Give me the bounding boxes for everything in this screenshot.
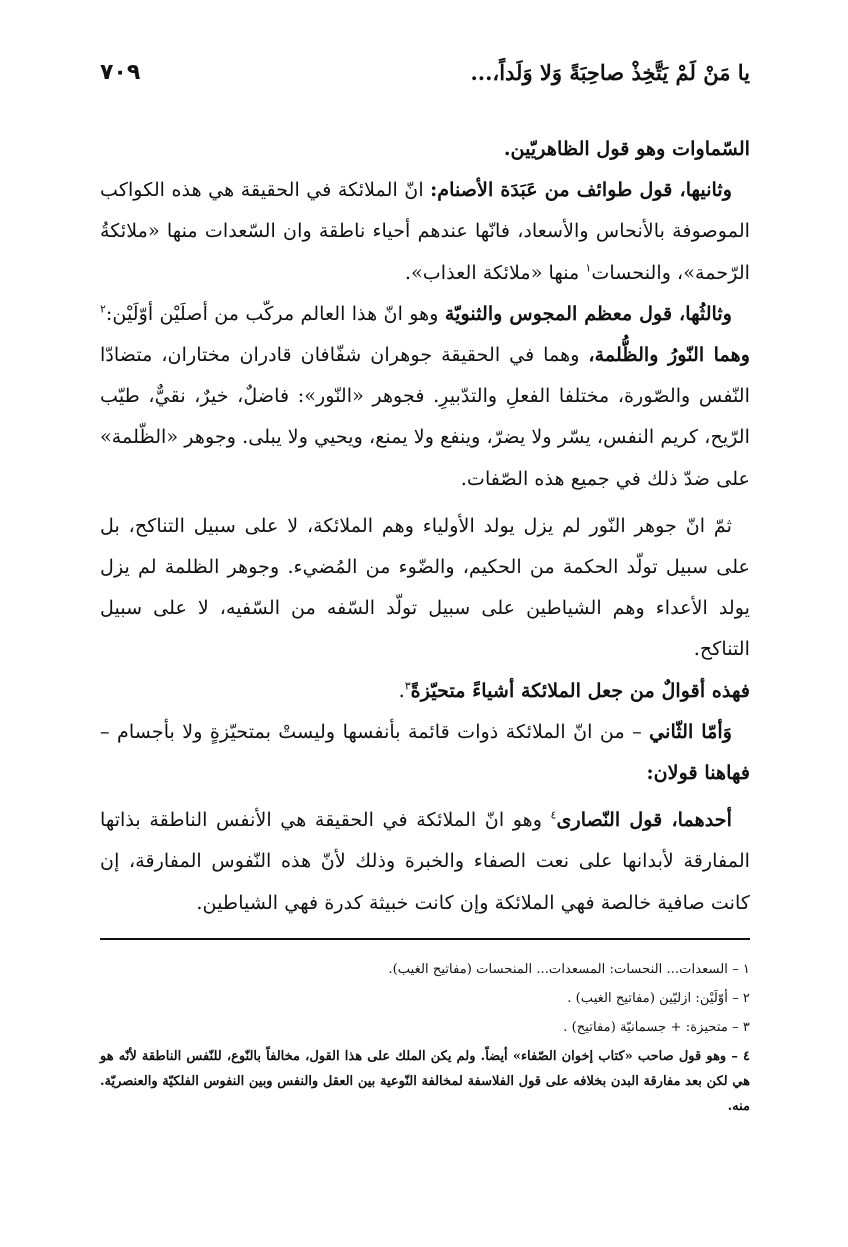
footnote-ref-4: ٤: [550, 808, 557, 822]
paragraph-5-tail: .: [398, 678, 405, 702]
footnote-3: ٣ – متحيزة: + جسمانيّة (مفاتيح) .: [563, 1020, 750, 1035]
paragraph-6: [100, 711, 750, 793]
paragraph-2-tail: منها «ملائكة العذاب».: [404, 260, 586, 284]
paragraph-7-text: وهو انّ الملائكة في الحقيقة هي الأنفس الناطقة بذاتها المفارقة لأبدانها على نعت الصفاء والخبرة وذلك لأنّ هذه النّفوس المفارقة، إن كانت صافية خالصة فهي الملائكة وإن كانت خبيثة كدرة فهي الشياطين.: [100, 808, 750, 914]
paragraph-6-bold: فهاهنا قولان:: [646, 761, 750, 785]
footnote-1: ١ – السعدات... النحسات: المسعدات... المنحسات (مفاتيح الغيب).: [388, 962, 750, 977]
paragraph-1: [100, 128, 750, 169]
paragraph-4: [100, 505, 750, 670]
page-number: ٧٠٩: [100, 59, 141, 85]
footnote-ref-3: ٣: [404, 679, 411, 693]
running-header: [100, 52, 750, 92]
footnote-ref-2: ٢: [100, 302, 106, 316]
paragraph-2-lead: وثانيها، قول طوائف من عَبَدَة الأصنام:: [430, 178, 732, 202]
paragraph-5-text: فهذه أقوالٌ من جعل الملائكة أشياءً متحيّزةً: [410, 678, 750, 702]
paragraph-1-text: السّماوات وهو قول الظاهريّين.: [503, 137, 750, 160]
paragraph-3-text: وهو انّ هذا العالم مركّب من أصلَيْن أوّلَيْن:: [105, 301, 445, 325]
footnote-ref-1: ١: [585, 261, 592, 275]
footnote-divider: [100, 938, 750, 940]
footnote-2: ٢ – أوّلَيْن: ازليّين (مفاتيح الغيب) .: [567, 991, 750, 1006]
paragraph-4-text: ثمّ انّ جوهر النّور لم يزل يولد الأولياء وهم الملائكة، لا على سبيل التناكح، بل على سبيل تولّد الحكمة من الحكيم، والضّوء من المُضيء. وجوهر الظلمة لم يزل يولد الأعداء وهم الشياطين على سبيل تولّد السّفه من السّفيه، لا على سبيل التناكح.: [100, 513, 750, 661]
header-title: يا مَنْ لَمْ يَتَّخِذْ صاحِبَةً وَلا وَلَداً،...: [470, 59, 750, 85]
paragraph-5: [100, 670, 750, 711]
paragraph-3-bold: وهما النّورُ والظُّلمة،: [588, 343, 750, 367]
paragraph-3: [100, 293, 750, 499]
paragraph-7-lead: أحدهما، قول النّصارى: [556, 808, 732, 832]
paragraph-6-lead: وَأمّا الثّاني: [649, 719, 732, 743]
paragraph-6-text: – من انّ الملائكة ذوات قائمة بأنفسها وليستْ بمتحيّزةٍ ولا بأجسام –: [100, 719, 650, 743]
footnote-4: ٤ – وهو قول صاحب «كتاب إخوان الصّفاء» أيضاً. ولم يكن الملك على هذا القول، مخالفاً بالنّوع، للنّفس الناطقة لأنّه هو هي لكن بعد مفارقة البدن بخلافه على قول الفلاسفة لمخالفة النّوعية بين العقل والنفس وبين النفوس الفلكيّة والعنصريّة. منه.: [100, 1049, 750, 1114]
paragraph-2: [100, 169, 750, 293]
main-text: [100, 128, 750, 923]
paragraph-2-text: انّ الملائكة في الحقيقة هي هذه الكواكب الموصوفة بالأنحاس والأسعاد، فانّها عندهم أحياء ناطقة وان السّعدات منها «ملائكةُ الرّحمة»، والنحسات: [100, 178, 750, 284]
footnotes: [100, 955, 750, 1119]
paragraph-3-lead: وثالثُها، قول معظم المجوس والثنويّة: [444, 301, 732, 325]
paragraph-7: [100, 799, 750, 923]
paragraph-3-text-2: وهما في الحقيقة جوهران شفّافان قادران مختاران، متضادّا النّفس والصّورة، مختلفا الفعلِ والتدّبيرِ. فجوهر «النّور»: فاضلٌ، خيرٌ، نقيٌّ، طيّب الرّيح، كريم النفس، يسّر ولا يضرّ، وينفع ولا يمنع، ويحيي ولا يبلى. وجوهر «الظّلمة» على ضدّ ذلك في جميع هذه الصّفات.: [100, 343, 750, 490]
